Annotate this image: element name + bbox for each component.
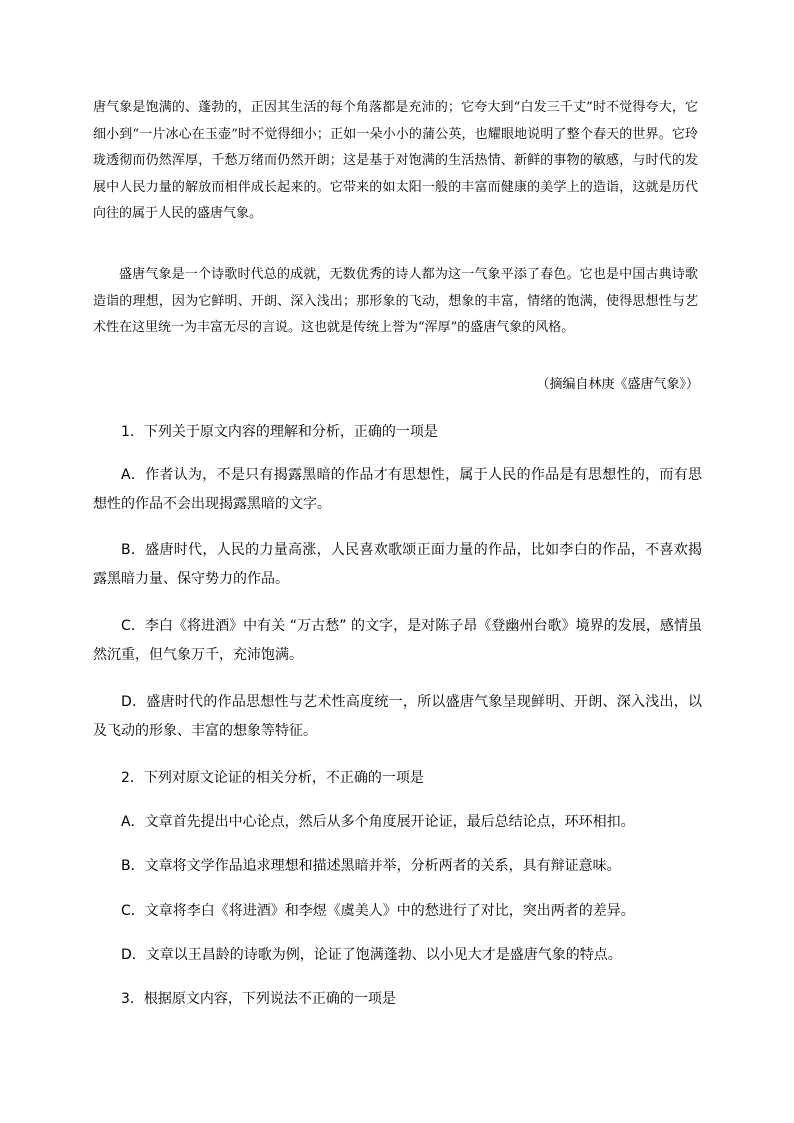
question-1-option-d: D．盛唐时代的作品思想性与艺术性高度统一，所以盛唐气象呈现鲜明、开朗、深入浅出，以及飞动的形象、丰富的想象等特征。 [93,694,702,739]
question-1-option-c: C．李白《将进酒》中有关 “万古愁” 的文字，是对陈子昂《登幽州台歌》境界的发展，感情虽然沉重，但气象万千，充沛饱满。 [93,618,702,663]
passage-source: （摘编自林庚《盛唐气象》） [536,377,699,392]
question-2-option-c: C．文章将李白《将进酒》和李煜《虞美人》中的愁进行了对比，突出两者的差异。 [121,903,635,919]
question-2-stem: 2．下列对原文论证的相关分析，不正确的一项是 [121,770,424,786]
question-1-option-b: B．盛唐时代，人民的力量高涨，人民喜欢歌颂正面力量的作品，比如李白的作品，不喜欢揭露黑暗力量、保守势力的作品。 [93,542,702,587]
passage-paragraph-1: 唐气象是饱满的、蓬勃的，正因其生活的每个角落都是充沛的；它夸大到“白发三千丈”时不觉得夸大，它细小到“一片冰心在玉壶”时不觉得细小；正如一朵小小的蒲公英，也耀眼地说明了整个春天的世界。它玲珑透彻而仍然浑厚，千愁万绪而仍然开朗；这是基于对饱满的生活热情、新鲜的事物的敏感，与时代的发展中人民力量的解放而相伴成长起来的。它带来的如太阳一般的丰富而健康的美学上的造诣，这就是历代向往的属于人民的盛唐气象。 [93,100,698,221]
passage-paragraph-2: 盛唐气象是一个诗歌时代总的成就，无数优秀的诗人都为这一气象平添了春色。它也是中国古典诗歌造诣的理想，因为它鲜明、开朗、深入浅出；那形象的飞动，想象的丰富，情绪的饱满，使得思想性与艺术性在这里统一为丰富无尽的言说。这也就是传统上誉为“浑厚”的盛唐气象的风格。 [93,267,698,335]
question-1-stem: 1．下列关于原文内容的理解和分析，正确的一项是 [121,424,438,440]
question-3-stem: 3．根据原文内容，下列说法不正确的一项是 [121,991,396,1007]
question-2-option-d: D．文章以王昌龄的诗歌为例，论证了饱满蓬勃、以小见大才是盛唐气象的特点。 [121,947,622,963]
question-1-option-a: A．作者认为，不是只有揭露黑暗的作品才有思想性，属于人民的作品是有思想性的，而有思想性的作品不会出现揭露黑暗的文字。 [93,467,702,512]
question-2-option-b: B．文章将文学作品追求理想和描述黑暗并举，分析两者的关系，具有辩证意味。 [121,858,621,874]
question-2-option-a: A．文章首先提出中心论点，然后从多个角度展开论证，最后总结论点，环环相扣。 [121,814,635,830]
